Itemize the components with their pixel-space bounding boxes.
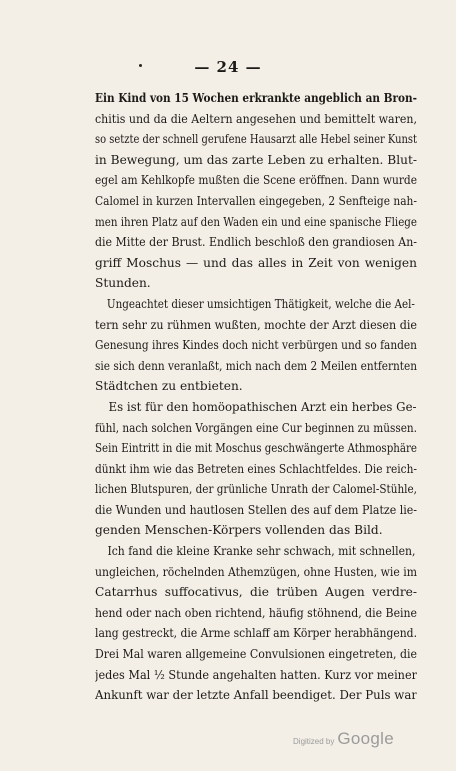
text-line: Calomel in kurzen Intervallen eingegeben, 2 Senfteige nah- — [95, 193, 418, 208]
digitized-watermark — [293, 729, 394, 749]
text-line: Stunden. — [95, 276, 151, 291]
text-line: in Bewegung, um das zarte Leben zu erhalten. Blut- — [95, 152, 417, 167]
paragraph — [95, 294, 417, 397]
text-line: ungleichen, röchelnden Athemzügen, ohne Husten, wie im — [95, 564, 417, 579]
text-line: Ich fand die kleine Kranke sehr schwach, mit schnellen, — [107, 544, 416, 559]
text-line: fühl, nach solchen Vorgängen eine Cur beginnen zu müssen. — [95, 420, 418, 435]
page-number: — 24 — — [194, 58, 262, 76]
text-line: die Mitte der Brust. Endlich beschloß den grandiosen An- — [95, 235, 417, 250]
google-logo: Google — [337, 729, 394, 748]
text-block — [95, 88, 417, 706]
text-line: sie sich denn veranlaßt, mich nach dem 2 Meilen entfernten — [95, 358, 418, 373]
text-line: Ankunft war der letzte Anfall beendiget. Der Puls war — [95, 688, 417, 703]
text-line: dünkt ihm wie das Betreten eines Schlachtfeldes. Die reich- — [95, 461, 417, 476]
text-line: lichen Blutspuren, der grünliche Unrath der Calomel-Stühle, — [95, 482, 417, 497]
stray-mark — [139, 64, 142, 67]
text-line: Drei Mal waren allgemeine Convulsionen eingetreten, die — [95, 647, 418, 662]
text-line: lang gestreckt, die Arme schlaff am Körper herabhängend. — [95, 626, 417, 641]
text-line: griff Moschus — und das alles in Zeit von wenigen — [95, 255, 417, 270]
paragraph — [95, 88, 417, 294]
text-line: egel am Kehlkopfe mußten die Scene eröffnen. Dann wurde — [95, 173, 418, 188]
text-line: tern sehr zu rühmen wußten, mochte der Arzt diesen die — [95, 317, 418, 332]
text-line: jedes Mal ½ Stunde angehalten hatten. Kurz vor meiner — [95, 667, 418, 682]
text-line: genden Menschen-Körpers vollenden das Bild. — [95, 523, 383, 538]
text-line: chitis und da die Aeltern angesehen und bemittelt waren, — [95, 111, 417, 126]
watermark-prefix: Digitized by — [293, 737, 335, 746]
text-line: Sein Eintritt in die mit Moschus geschwängerte Athmosphäre — [95, 441, 417, 456]
text-line: Städtchen zu entbieten. — [95, 379, 243, 394]
text-line: Ein Kind von 15 Wochen erkrankte angeblich an Bron- — [95, 91, 418, 105]
paragraph — [95, 397, 417, 541]
text-line: Es ist für den homöopathischen Arzt ein herbes Ge- — [108, 399, 417, 414]
text-line: hend oder nach oben richtend, häufig stöhnend, die Beine — [95, 605, 418, 620]
text-line: Ungeachtet dieser umsichtigen Thätigkeit, welche die Ael- — [106, 296, 415, 311]
text-line: Genesung ihres Kindes doch nicht verbürgen und so fanden — [95, 338, 417, 353]
text-line: die Wunden und hautlosen Stellen des auf dem Platze lie- — [95, 502, 418, 517]
paragraph — [95, 541, 417, 706]
text-line: so setzte der schnell gerufene Hausarzt alle Hebel seiner Kunst — [95, 132, 417, 147]
text-line: Catarrhus suffocativus, die trüben Augen verdre- — [95, 585, 417, 600]
text-line: men ihren Platz auf den Waden ein und eine spanische Fliege — [95, 214, 417, 229]
